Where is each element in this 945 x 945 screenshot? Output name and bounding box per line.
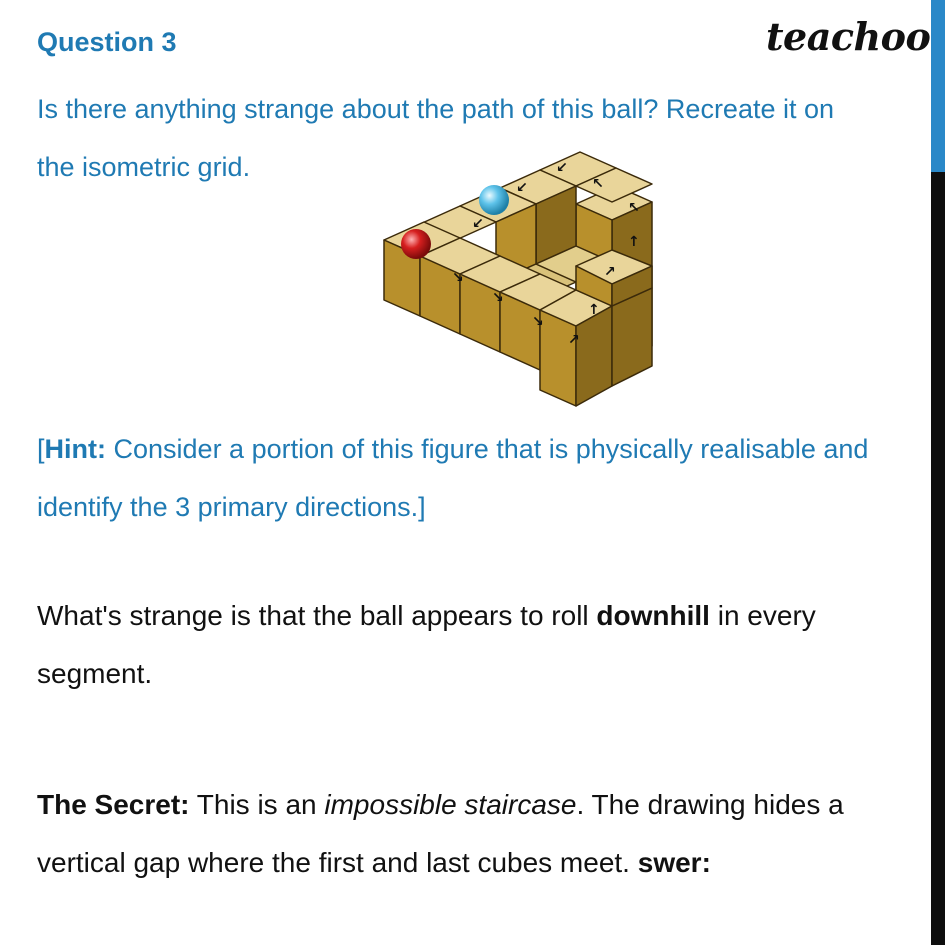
secret-bold-end: swer: xyxy=(637,847,711,878)
blue-ball xyxy=(479,185,509,215)
path-arrow: ↑ xyxy=(588,302,600,318)
question-text: Is there anything strange about the path of this ball? Recreate it on the isometric grid. xyxy=(37,94,835,182)
path-arrow: ↖ xyxy=(592,176,604,192)
path-arrow: ↘ xyxy=(492,290,504,306)
red-ball xyxy=(401,229,431,259)
secret-text xyxy=(37,776,907,892)
secret-part: This is an xyxy=(189,789,325,820)
hint-bracket: [ xyxy=(37,434,45,464)
path-arrow: ↖ xyxy=(628,200,640,216)
path-arrow: ↙ xyxy=(516,180,528,196)
path-arrow: ↗ xyxy=(604,264,616,280)
teachoo-logo: teachoo xyxy=(766,14,931,59)
answer-part: in every segment. xyxy=(37,600,816,689)
sidebar-accent xyxy=(931,0,945,172)
secret-part: . The drawing hides a vertical gap where the first and last cubes meet. xyxy=(37,789,844,878)
path-arrow: ↘ xyxy=(452,270,464,286)
hint-label: Hint: xyxy=(44,434,106,464)
path-arrow: ↑ xyxy=(628,234,640,250)
path-arrow: ↗ xyxy=(568,332,580,348)
secret-label: The Secret: xyxy=(37,789,190,820)
impossible-staircase-figure xyxy=(376,136,696,416)
path-arrow: ↙ xyxy=(472,216,484,232)
hint-body: Consider a portion of this figure that is physically realisable and identify the 3 primary directions.] xyxy=(37,434,869,522)
question-heading: Question 3 xyxy=(37,27,177,57)
hint-text xyxy=(37,420,907,536)
path-arrow: ↘ xyxy=(532,314,544,330)
secret-italic: impossible staircase xyxy=(324,789,577,820)
answer-bold: downhill xyxy=(596,600,710,631)
answer-text xyxy=(37,587,907,703)
answer-part: What's strange is that the ball appears to roll xyxy=(37,600,597,631)
path-arrow: ↙ xyxy=(556,160,568,176)
